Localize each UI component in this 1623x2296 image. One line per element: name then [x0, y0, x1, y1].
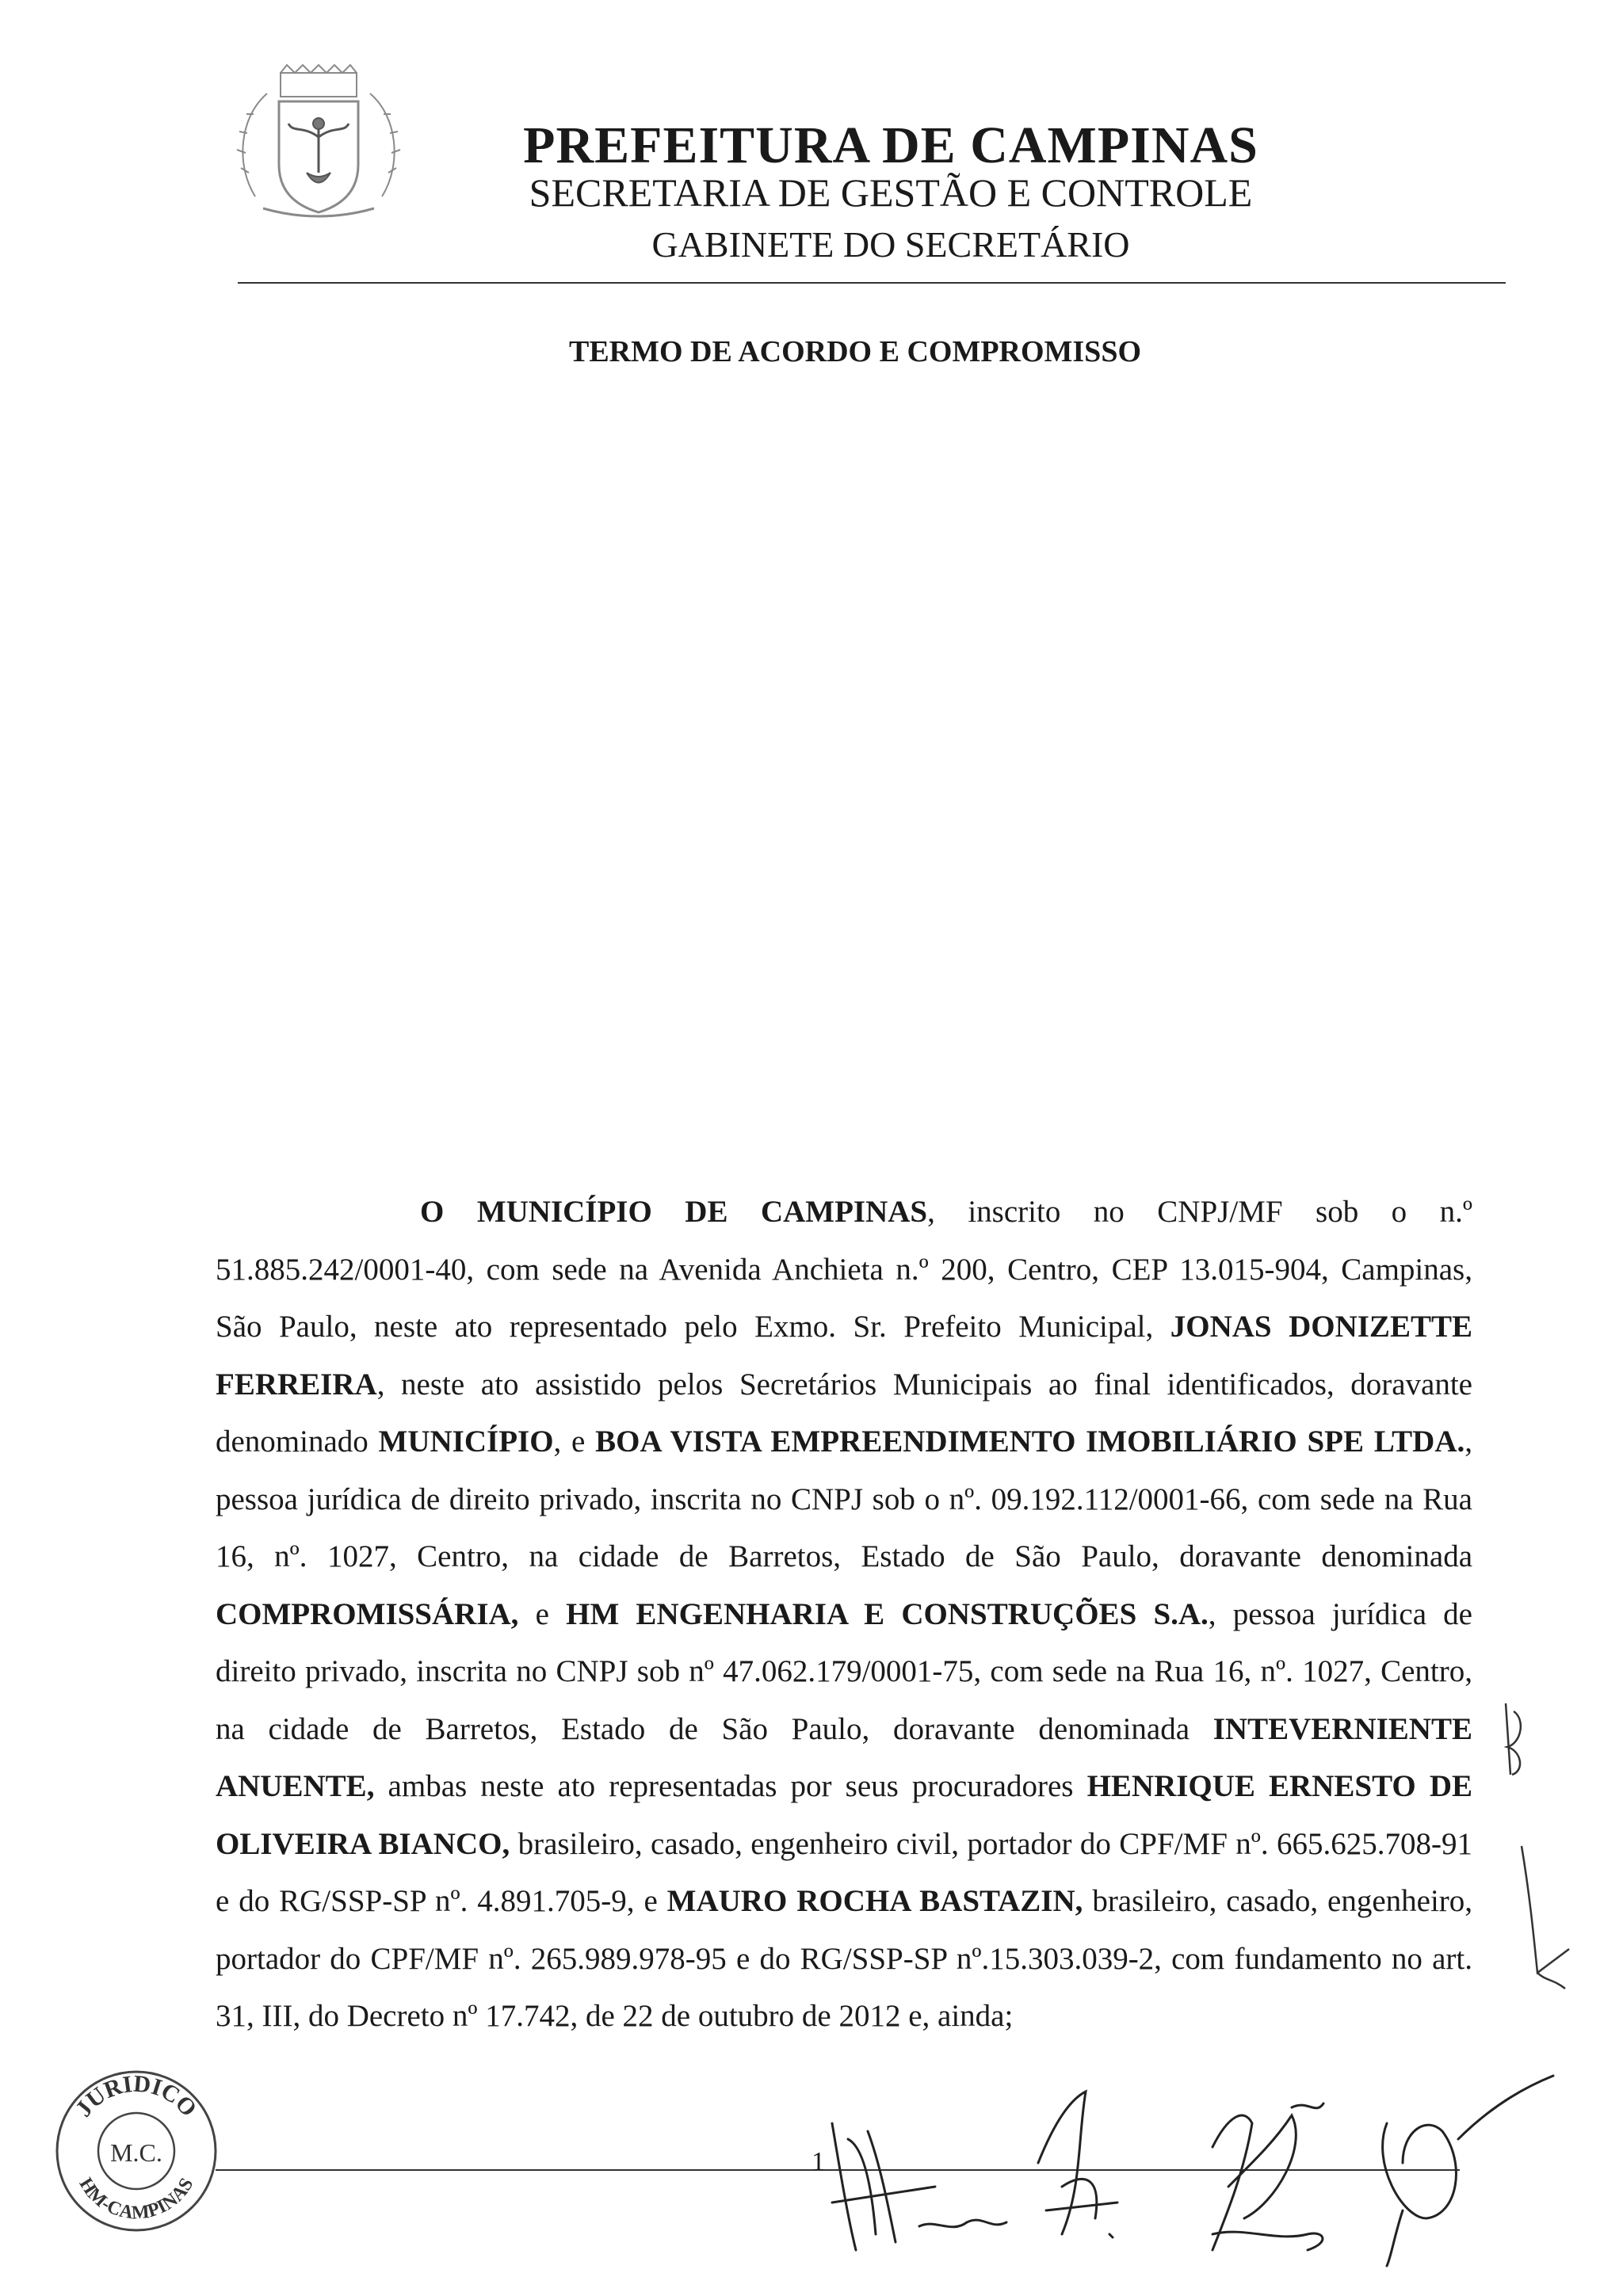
- body-text-segment: brasileiro, casado, engenheiro civil, portador do CPF/MF nº. 665.625.708-91 e do RG/SSP-SP nº. 4.891.705-9, e: [216, 1826, 1472, 1918]
- page-number: 1: [812, 2147, 825, 2176]
- body-text-segment: ambas neste ato representadas por seus procuradores: [374, 1769, 1087, 1803]
- party-boa-vista-name: BOA VISTA EMPREENDIMENTO IMOBILIÁRIO SPE LTDA.: [595, 1425, 1465, 1459]
- header-title: PREFEITURA DE CAMPINAS: [523, 116, 1258, 174]
- header-subtitle: SECRETARIA DE GESTÃO E CONTROLE: [529, 170, 1253, 215]
- body-text-segment: , pessoa jurídica de direito privado, inscrita no CNPJ sob o nº. 09.192.112/0001-66, com sede na Rua 16, nº. 1027, Centro, na cidade de Barretos, Estado de São Paulo, doravante denominada: [216, 1425, 1472, 1573]
- body-text-segment: , neste ato assistido pelos Secretários Municipais ao final identificados, doravante denominado: [216, 1367, 1472, 1459]
- document-title: TERMO DE ACORDO E COMPROMISSO: [568, 335, 1142, 368]
- term-compromissaria: COMPROMISSÁRIA,: [216, 1596, 519, 1631]
- body-text-segment: e: [518, 1596, 567, 1631]
- body-text-segment: brasileiro, casado, engenheiro, portador do CPF/MF nº. 265.989.978-95 e do RG/SSP-SP nº.15.303.039-2, com fundamento no art. 31, III, do Decreto nº 17.742, de 22 de outubro de 2012 e, ainda;: [216, 1884, 1473, 2033]
- body-text-segment: , inscrito no CNPJ/MF sob o n.º 51.885.242/0001-40, com sede na Avenida Anchieta n.º 200, Centro, CEP 13.015-904, Campinas, São Paulo, neste ato representado pelo Exmo. Sr. Prefeito Municipal,: [216, 1195, 1472, 1344]
- stamp-bottom-text: HM-CAMPINAS: [74, 2174, 198, 2224]
- header-divider: [238, 282, 1506, 284]
- stamp-center-text: M.C.: [110, 2138, 162, 2167]
- attorney-henrique-name: HENRIQUE ERNESTO DE OLIVEIRA BIANCO,: [216, 1769, 1473, 1861]
- term-municipio: MUNICÍPIO: [378, 1425, 554, 1459]
- stamp-icon: [49, 2060, 223, 2234]
- term-interveniente: INTEVERNIENTE ANUENTE,: [216, 1711, 1472, 1803]
- body-text-segment: , pessoa jurídica de direito privado, inscrita no CNPJ sob nº 47.062.179/0001-75, com sede na Rua 16, nº. 1027, Centro, na cidade de Barretos, Estado de São Paulo, doravante denominada: [216, 1596, 1472, 1746]
- body-paragraph: [216, 1184, 1472, 2046]
- mayor-name: JONAS DONIZETTE FERREIRA: [216, 1310, 1472, 1402]
- party-municipio-name: O MUNICÍPIO DE CAMPINAS: [420, 1195, 928, 1229]
- attorney-mauro-name: MAURO ROCHA BASTAZIN,: [666, 1884, 1083, 1918]
- signatures-icon: [800, 2028, 1561, 2274]
- stamp-top-text: JURIDICO: [70, 2070, 202, 2122]
- margin-signature-icon: [1490, 1688, 1585, 2044]
- party-hm-name: HM ENGENHARIA E CONSTRUÇÕES S.A.: [566, 1596, 1209, 1631]
- header-department: GABINETE DO SECRETÁRIO: [651, 224, 1130, 265]
- body-text-segment: , e: [553, 1425, 596, 1459]
